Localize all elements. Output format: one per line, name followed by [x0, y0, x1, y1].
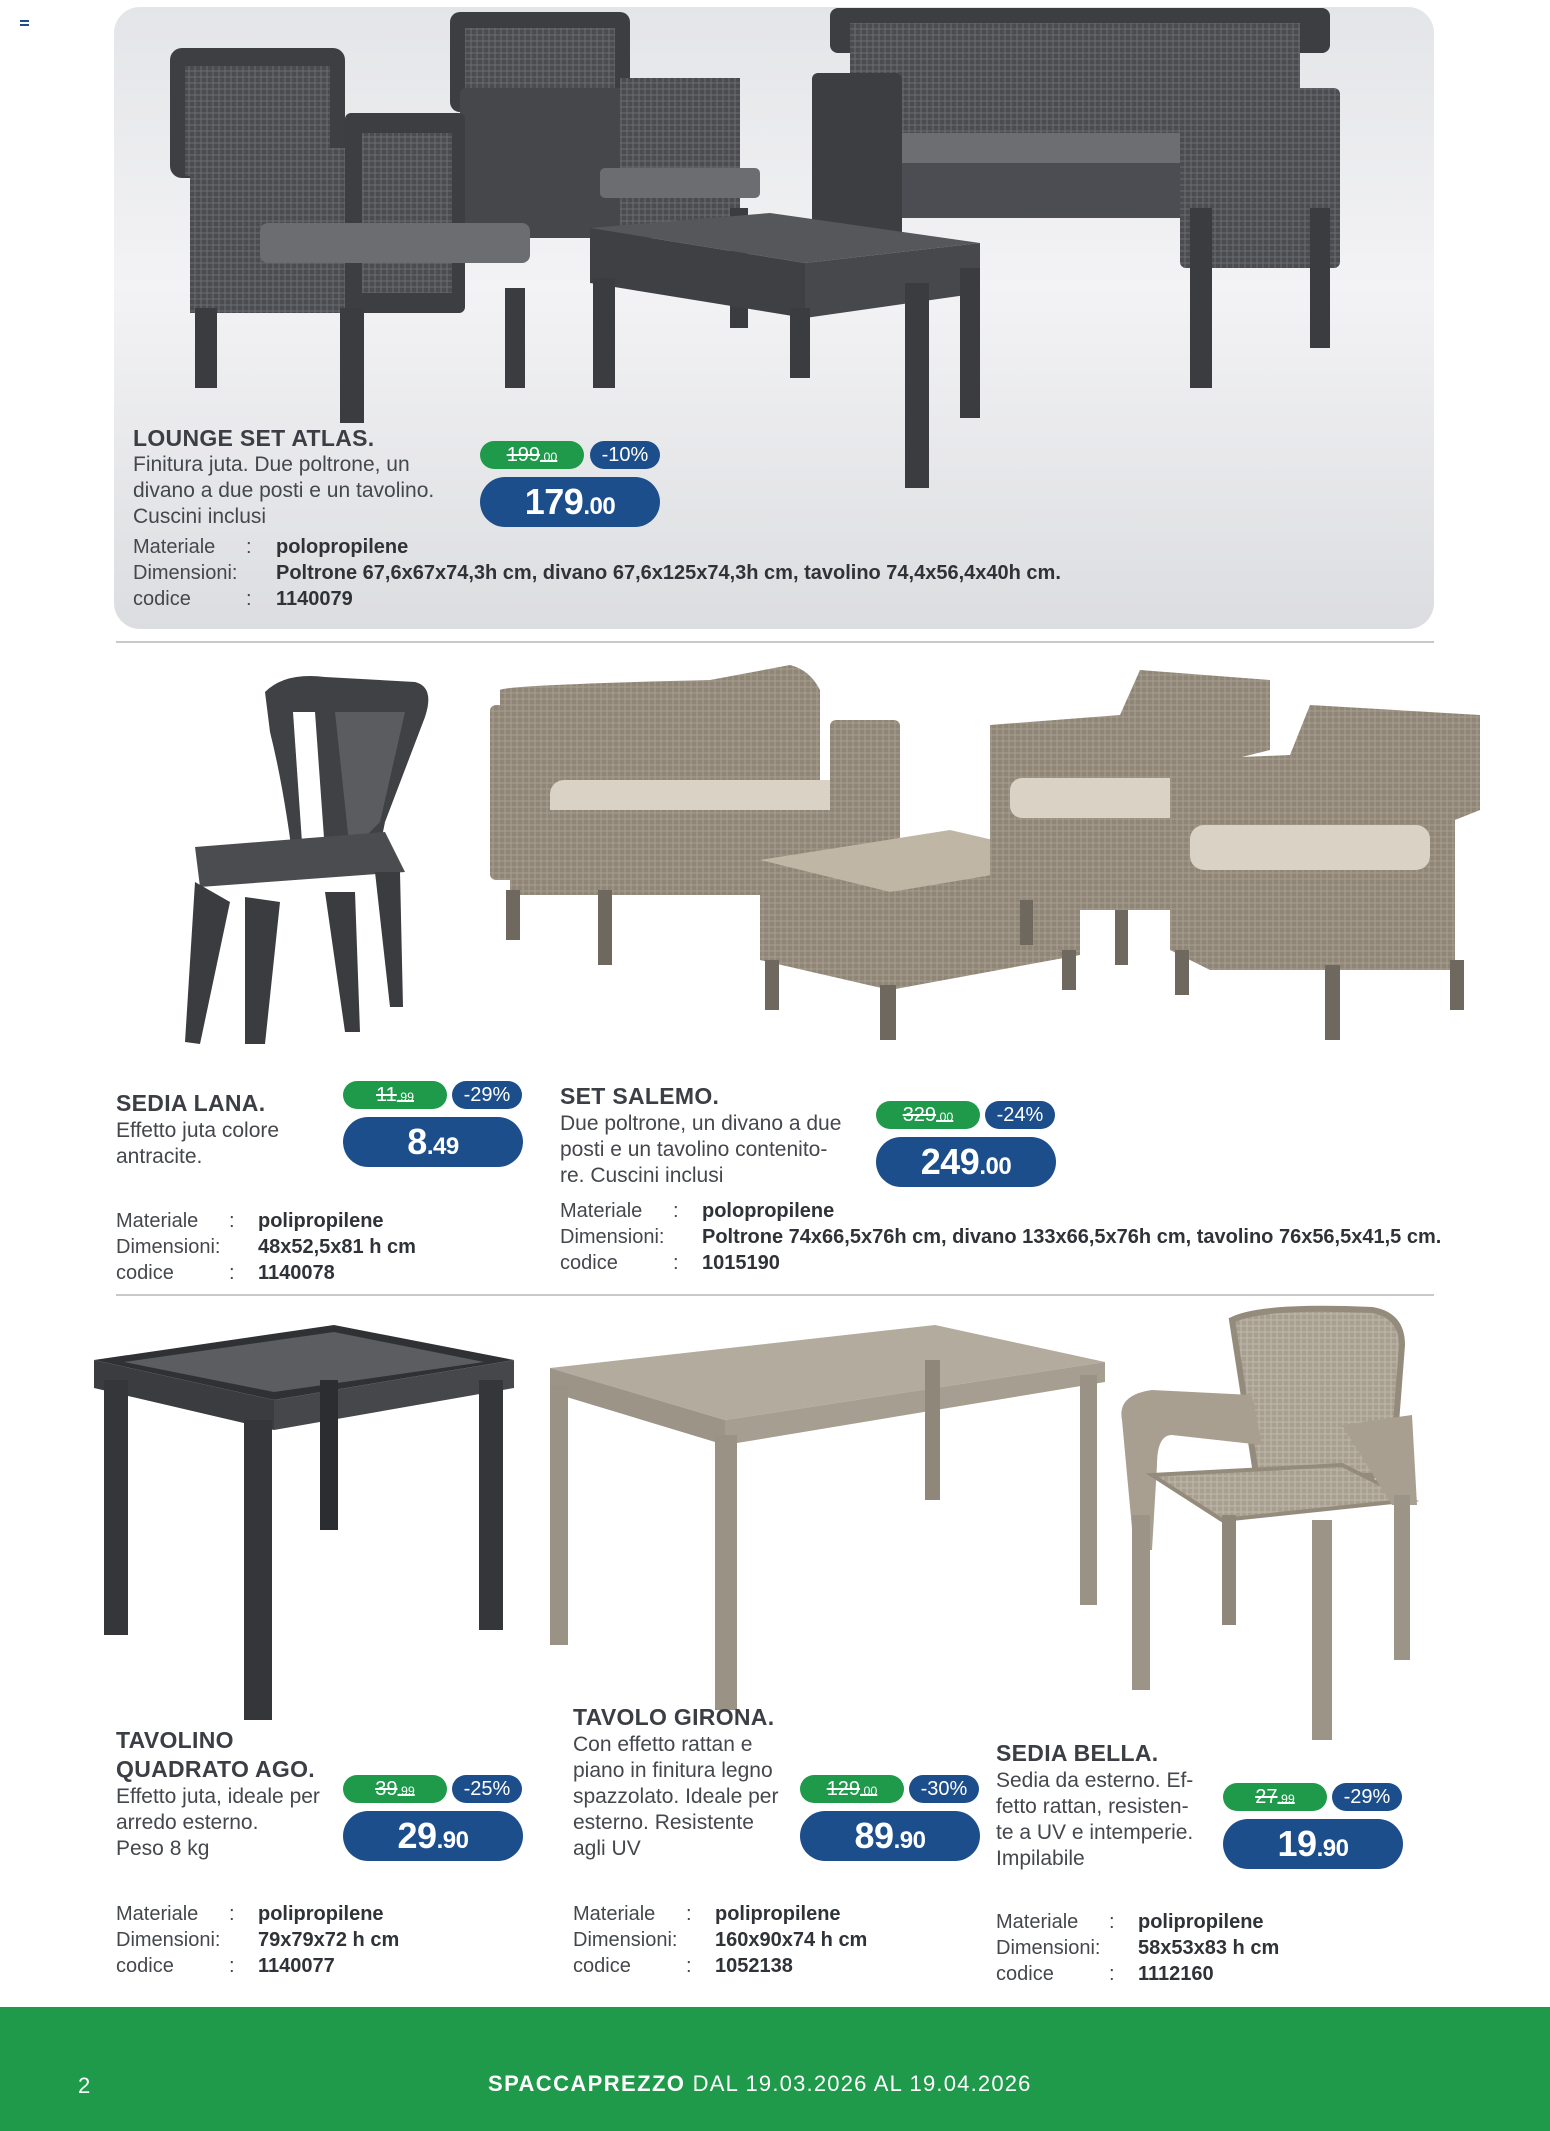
description-line: Effetto juta, ideale per	[116, 1785, 320, 1808]
lounge-sofa	[812, 8, 1340, 388]
old-price-cents: .00	[540, 450, 558, 464]
description-line: Impilabile	[996, 1847, 1085, 1870]
promo-dates: DAL 19.03.2026 AL 19.04.2026	[692, 2071, 1032, 2096]
dimensions-value: 79x79x72 h cm	[258, 1929, 400, 1951]
old-price-int: 11	[376, 1084, 397, 1106]
old-price-cents: .00	[860, 1784, 878, 1798]
dimensions-label: Dimensioni:	[116, 1236, 221, 1258]
material-label: Materiale	[573, 1903, 656, 1925]
product-description	[116, 1118, 279, 1170]
footer-bar	[0, 2007, 1550, 2131]
description-line: Cuscini inclusi	[133, 505, 267, 528]
discount-badge: -10%	[590, 441, 660, 469]
price-int: 8	[407, 1121, 427, 1162]
price-int: 89	[854, 1815, 894, 1856]
code-value: 1112160	[1138, 1963, 1214, 1985]
discount-badge: -25%	[452, 1775, 522, 1803]
section-divider	[116, 1294, 1434, 1296]
description-line: antracite.	[116, 1145, 203, 1168]
material-label: Materiale	[116, 1210, 199, 1232]
description-line: piano in finitura legno	[573, 1759, 773, 1782]
price-badge	[876, 1137, 1056, 1187]
code-label: codice	[116, 1262, 174, 1284]
price-cents: .90	[436, 1827, 469, 1854]
dimensions-label: Dimensioni:	[116, 1929, 221, 1951]
material-value: polopropilene	[702, 1200, 835, 1222]
description-line: posti e un tavolino contenito-	[560, 1138, 828, 1161]
material-label: Materiale	[116, 1903, 199, 1925]
price-badge	[480, 477, 660, 527]
price-cents: .49	[426, 1133, 459, 1160]
page-number: 2	[78, 2073, 91, 2098]
lana-chair-photo	[175, 672, 435, 1057]
description-line: divano a due posti e un tavolino.	[133, 479, 435, 502]
description-line: esterno. Resistente	[573, 1811, 754, 1834]
description-line: Finitura juta. Due poltrone, un	[133, 453, 410, 476]
description-line: spazzolato. Ideale per	[573, 1785, 779, 1808]
old-price-cents: .00	[936, 1110, 954, 1124]
discount-badge: -30%	[909, 1775, 979, 1803]
description-line: te a UV e intemperie.	[996, 1821, 1194, 1844]
dimensions-label: Dimensioni:	[133, 562, 238, 584]
product-description	[560, 1111, 841, 1189]
product-title: LOUNGE SET ATLAS.	[133, 425, 375, 451]
description-line: re. Cuscini inclusi	[560, 1164, 724, 1187]
product-description	[116, 1784, 320, 1862]
price-badge	[1223, 1819, 1403, 1869]
price-badge	[800, 1811, 980, 1861]
old-price-badge	[343, 1775, 447, 1803]
product-title-line: TAVOLINO	[116, 1727, 234, 1753]
product-title: SET SALEMO.	[560, 1083, 720, 1109]
price-int: 29	[397, 1815, 437, 1856]
discount-badge: -29%	[452, 1081, 522, 1109]
code-label: codice	[573, 1955, 631, 1977]
material-value: polopropilene	[276, 536, 409, 558]
old-price-int: 39	[375, 1778, 398, 1800]
description-line: Peso 8 kg	[116, 1837, 210, 1860]
old-price-int: 129	[826, 1778, 861, 1800]
product-specs: Materiale : polipropilene Dimensioni: 58x53x83 h cm codice : 1112160	[996, 1911, 1280, 1985]
dimensions-value: 58x53x83 h cm	[1138, 1937, 1280, 1959]
code-value: 1052138	[715, 1955, 793, 1977]
old-price-badge	[800, 1775, 904, 1803]
product-title-line: QUADRATO AGO.	[116, 1756, 315, 1782]
code-label: codice	[560, 1252, 618, 1274]
price-cents: .90	[893, 1827, 926, 1854]
section-divider	[116, 641, 1434, 643]
promo-brand: SPACCAPREZZO	[488, 2071, 686, 2096]
menu-icon[interactable]	[20, 20, 29, 26]
product-description	[996, 1768, 1193, 1872]
product-title	[116, 1726, 315, 1784]
old-price-cents: .99	[397, 1784, 415, 1798]
price-cents: .00	[979, 1153, 1012, 1180]
old-price-int: 329	[902, 1104, 937, 1126]
price-cents: .00	[583, 493, 616, 520]
dimensions-value: Poltrone 74x66,5x76h cm, divano 133x66,5x76h cm, tavolino 76x56,5x41,5 cm.	[702, 1226, 1442, 1248]
material-value: polipropilene	[1138, 1911, 1264, 1933]
dimensions-value: Poltrone 67,6x67x74,3h cm, divano 67,6x125x74,3h cm, tavolino 74,4x56,4x40h cm.	[276, 562, 1061, 584]
description-line: fetto rattan, resisten-	[996, 1795, 1189, 1818]
product-description	[573, 1732, 778, 1862]
material-label: Materiale	[996, 1911, 1079, 1933]
dimensions-label: Dimensioni:	[996, 1937, 1101, 1959]
old-price-cents: .99	[396, 1090, 414, 1104]
code-value: 1015190	[702, 1252, 780, 1274]
material-label: Materiale	[560, 1200, 643, 1222]
price-badge	[343, 1811, 523, 1861]
product-title: SEDIA BELLA.	[996, 1740, 1159, 1766]
old-price-badge	[480, 441, 584, 469]
old-price-int: 199	[506, 444, 541, 466]
description-line: Effetto juta colore	[116, 1119, 280, 1142]
product-specs: Materiale : polipropilene Dimensioni: 48x52,5x81 h cm codice : 1140078	[116, 1210, 416, 1284]
product-specs: Materiale : polipropilene Dimensioni: 160x90x74 h cm codice : 1052138	[573, 1903, 868, 1977]
code-value: 1140079	[276, 588, 353, 610]
material-label: Materiale	[133, 536, 216, 558]
description-line: Due poltrone, un divano a due	[560, 1112, 842, 1135]
price-int: 19	[1277, 1823, 1317, 1864]
code-value: 1140077	[258, 1955, 335, 1977]
description-line: Sedia da esterno. Ef-	[996, 1769, 1194, 1792]
description-line: Con effetto rattan e	[573, 1733, 753, 1756]
material-value: polipropilene	[715, 1903, 841, 1925]
description-line: arredo esterno.	[116, 1811, 259, 1834]
dimensions-value: 48x52,5x81 h cm	[258, 1236, 416, 1258]
price-int: 179	[524, 481, 584, 522]
product-description	[133, 452, 434, 530]
code-label: codice	[133, 588, 191, 610]
promo-period	[488, 2071, 1032, 2097]
discount-badge: -29%	[1332, 1783, 1402, 1811]
old-price-cents: .99	[1277, 1792, 1295, 1806]
dimensions-label: Dimensioni:	[573, 1929, 678, 1951]
old-price-badge	[343, 1081, 447, 1109]
old-price-badge	[876, 1101, 980, 1129]
salemo-set-photo	[490, 660, 1490, 1060]
discount-badge: -24%	[985, 1101, 1055, 1129]
material-value: polipropilene	[258, 1903, 384, 1925]
code-value: 1140078	[258, 1262, 335, 1284]
product-title: TAVOLO GIRONA.	[573, 1704, 775, 1730]
price-cents: .90	[1316, 1835, 1349, 1862]
product-specs: Materiale : polopropilene Dimensioni: Poltrone 74x66,5x76h cm, divano 133x66,5x76h cm, tavolino 76x56,5x41,5 cm. codice : 1015190	[560, 1200, 1442, 1274]
old-price-badge	[1223, 1783, 1327, 1811]
description-line: agli UV	[573, 1837, 641, 1860]
material-value: polipropilene	[258, 1210, 384, 1232]
code-label: codice	[116, 1955, 174, 1977]
ago-table-photo	[94, 1320, 519, 1725]
price-int: 249	[920, 1141, 980, 1182]
product-specs: Materiale : polopropilene Dimensioni: Poltrone 67,6x67x74,3h cm, divano 67,6x125x74,3h cm, tavolino 74,4x56,4x40h cm. codice : 1140079	[133, 536, 1061, 610]
code-label: codice	[996, 1963, 1054, 1985]
dimensions-value: 160x90x74 h cm	[715, 1929, 868, 1951]
old-price-int: 27	[1255, 1786, 1278, 1808]
girona-table-photo	[545, 1320, 1110, 1715]
product-specs: Materiale : polipropilene Dimensioni: 79x79x72 h cm codice : 1140077	[116, 1903, 400, 1977]
bella-chair-photo	[1112, 1305, 1422, 1745]
dimensions-label: Dimensioni:	[560, 1226, 665, 1248]
price-badge	[343, 1117, 523, 1167]
product-title: SEDIA LANA.	[116, 1090, 266, 1116]
lounge-set-photo	[150, 8, 1350, 488]
